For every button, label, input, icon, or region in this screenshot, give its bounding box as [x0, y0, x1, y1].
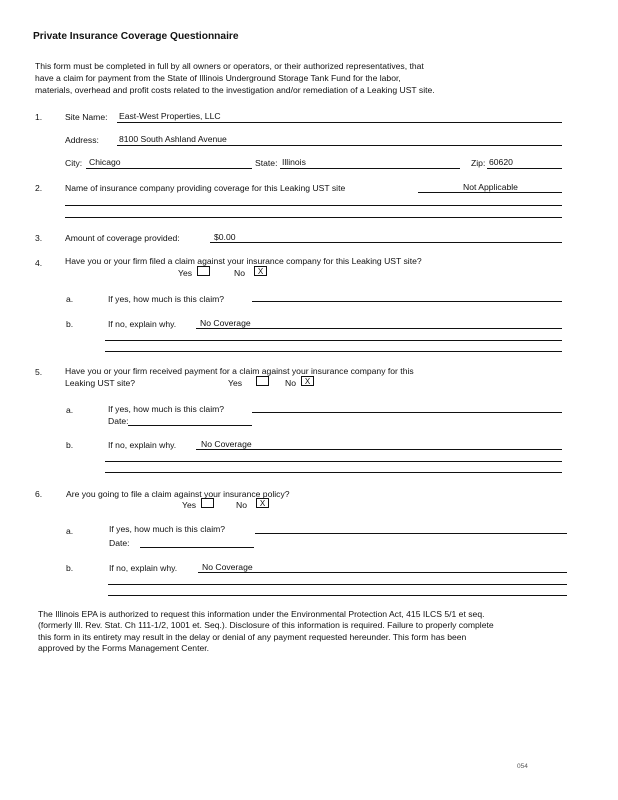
q6a-date-field[interactable]	[140, 547, 254, 548]
city-underline	[86, 168, 252, 169]
q5b-underline-3	[105, 472, 562, 473]
q4-no-label: No	[234, 268, 245, 278]
q5b-explain-field[interactable]: No Coverage	[201, 439, 252, 449]
q6a-date-label: Date:	[109, 538, 130, 548]
page-code: 054	[517, 763, 528, 770]
q5-label-line-1: Have you or your firm received payment for a claim against your insurance company for this	[65, 366, 414, 376]
q5b-underline-1	[196, 449, 562, 450]
q4-label: Have you or your firm filed a claim against your insurance company for this Leaking UST site?	[65, 256, 422, 266]
coverage-amount-underline	[210, 242, 562, 243]
q6-yes-label: Yes	[182, 500, 197, 510]
intro-line-1: This form must be completed in full by all owners or operators, or their authorized representatives, that	[35, 61, 424, 71]
q1-number: 1.	[35, 112, 43, 122]
q6-yes-checkbox[interactable]	[201, 498, 214, 508]
q3-label: Amount of coverage provided:	[65, 233, 180, 243]
q4-yes-checkbox[interactable]	[197, 266, 210, 276]
q6b-underline-1	[198, 572, 567, 573]
q6b-label: If no, explain why.	[109, 563, 178, 573]
q6b-underline-3	[108, 595, 567, 596]
city-field[interactable]: Chicago	[89, 157, 121, 167]
q5a-claim-amount-field[interactable]	[252, 412, 562, 413]
address-field[interactable]: 8100 South Ashland Avenue	[119, 134, 227, 144]
site-name-field[interactable]: East-West Properties, LLC	[119, 111, 221, 121]
q4-no-checkbox[interactable]: X	[254, 266, 267, 276]
q4a-letter: a.	[66, 294, 74, 304]
q2-underline-3	[65, 217, 562, 218]
q4b-underline-1	[196, 328, 562, 329]
q4b-underline-3	[105, 351, 562, 352]
city-label: City:	[65, 158, 83, 168]
intro-line-3: materials, overhead and profit costs related to the investigation and/or remediation of a Leaking UST site.	[35, 85, 435, 95]
q6-number: 6.	[35, 489, 43, 499]
q2-underline-1	[418, 192, 562, 193]
address-underline	[117, 145, 562, 146]
q4b-letter: b.	[66, 319, 74, 329]
q2-number: 2.	[35, 183, 43, 193]
site-name-label: Site Name:	[65, 112, 108, 122]
q6a-claim-amount-field[interactable]	[255, 533, 567, 534]
zip-underline	[487, 168, 562, 169]
q5a-letter: a.	[66, 405, 74, 415]
zip-label: Zip:	[471, 158, 486, 168]
q6a-letter: a.	[66, 526, 74, 536]
state-underline	[280, 168, 460, 169]
q5a-date-field[interactable]	[128, 425, 252, 426]
q2-label: Name of insurance company providing coverage for this Leaking UST site	[65, 183, 346, 193]
q5-no-checkbox[interactable]: X	[301, 376, 314, 386]
q6b-underline-2	[108, 584, 567, 585]
page-title: Private Insurance Coverage Questionnaire	[33, 31, 239, 42]
address-label: Address:	[65, 135, 99, 145]
q5b-label: If no, explain why.	[108, 440, 177, 450]
state-field[interactable]: Illinois	[282, 157, 306, 167]
q3-number: 3.	[35, 233, 43, 243]
q6-label: Are you going to file a claim against your insurance policy?	[66, 489, 290, 499]
q6b-explain-field[interactable]: No Coverage	[202, 562, 253, 572]
q4b-underline-2	[105, 340, 562, 341]
q5-yes-checkbox[interactable]	[256, 376, 269, 386]
coverage-amount-field[interactable]: $0.00	[214, 232, 236, 242]
site-name-underline	[117, 122, 562, 123]
q5b-letter: b.	[66, 440, 74, 450]
zip-field[interactable]: 60620	[489, 157, 513, 167]
q4a-claim-amount-field[interactable]	[252, 301, 562, 302]
state-label: State:	[255, 158, 278, 168]
q5-number: 5.	[35, 367, 43, 377]
intro-line-2: have a claim for payment from the State of Illinois Underground Storage Tank Fund for the labor,	[35, 73, 401, 83]
q6a-label: If yes, how much is this claim?	[109, 524, 226, 534]
q6-no-label: No	[236, 500, 247, 510]
q5b-underline-2	[105, 461, 562, 462]
q6-no-checkbox[interactable]: X	[256, 498, 269, 508]
q4-yes-label: Yes	[178, 268, 193, 278]
q4-number: 4.	[35, 258, 43, 268]
q4b-label: If no, explain why.	[108, 319, 177, 329]
q4a-label: If yes, how much is this claim?	[108, 294, 225, 304]
q5a-date-label: Date:	[108, 416, 129, 426]
q5a-label: If yes, how much is this claim?	[108, 404, 225, 414]
q6b-letter: b.	[66, 563, 74, 573]
q4b-explain-field[interactable]: No Coverage	[200, 318, 251, 328]
q5-label-line-2: Leaking UST site?	[65, 378, 136, 388]
q2-underline-2	[65, 205, 562, 206]
insurance-company-field[interactable]: Not Applicable	[463, 182, 518, 192]
q5-no-label: No	[285, 378, 296, 388]
authority-statement: The Illinois EPA is authorized to request this information under the Environmental Protection Act, 415 ILCS 5/1 et seq. (formerly Ill. Rev. Stat. Ch 111-1/2, 1001 et. Seq.). Disclosure of this information is required. Failure to properly complete this form in its entirety may result in the delay or denial of any payment requested hereunder. This form has been approved by the Forms Management Center.	[38, 609, 494, 654]
q5-yes-label: Yes	[228, 378, 243, 388]
